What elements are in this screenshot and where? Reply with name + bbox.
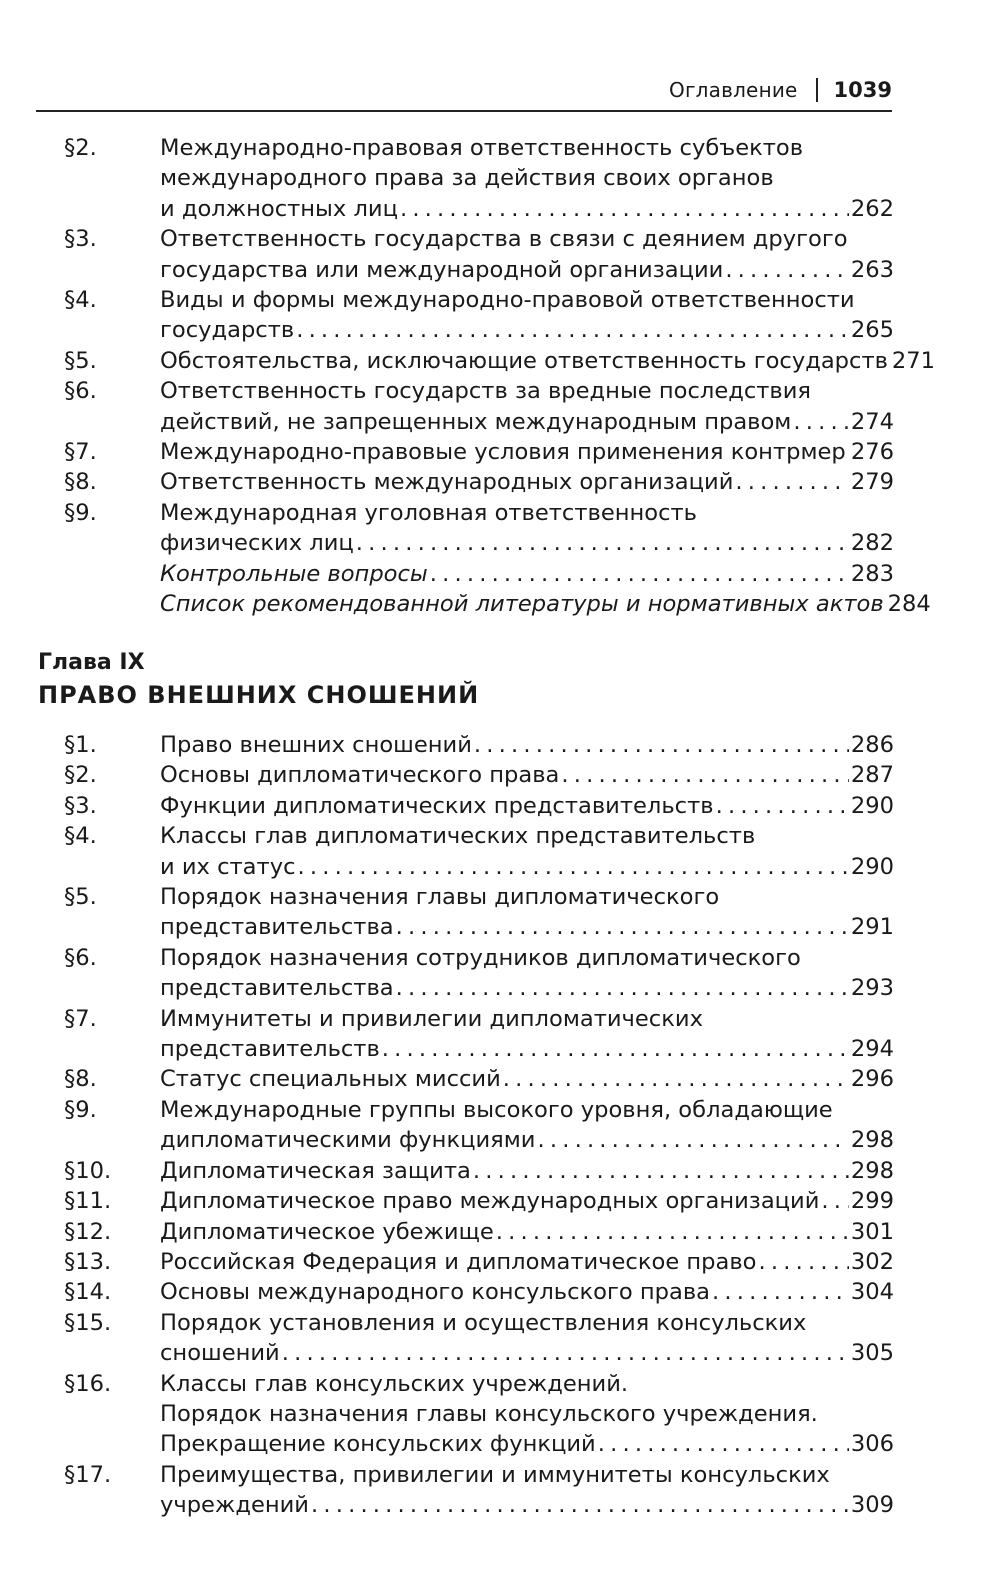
toc-entry-number: §14. xyxy=(64,1279,112,1306)
toc-entry-title-line: Международно-правовые условия применения контрмер xyxy=(160,439,846,466)
toc-entry xyxy=(64,760,894,790)
toc-entry-title-line: Международно-правовая ответственность субъектов xyxy=(160,135,804,161)
chapter-label: Глава IX xyxy=(38,650,145,675)
toc-entry xyxy=(64,285,894,346)
toc-entry-page: 299 xyxy=(850,1188,894,1215)
toc-entry xyxy=(64,1247,894,1277)
leader-dots xyxy=(496,1217,849,1247)
toc-entry-page: 291 xyxy=(850,914,894,941)
toc-entry-number: §12. xyxy=(64,1218,112,1245)
toc-entry-number: §2. xyxy=(64,135,97,161)
toc-entry-number: §1. xyxy=(64,732,97,758)
toc-entry-page: 271 xyxy=(891,347,936,374)
toc-entry-number: §9. xyxy=(64,499,97,526)
toc-entry-page: 286 xyxy=(850,732,894,758)
toc-entry-number: §3. xyxy=(64,792,97,819)
toc-entry xyxy=(64,1095,894,1156)
toc-entry-title-line: Контрольные вопросы xyxy=(160,560,428,587)
toc-entry-title-line: Список рекомендованной литературы и нормативных актов xyxy=(160,591,884,618)
toc-entry xyxy=(64,882,894,943)
leader-dots xyxy=(537,1125,848,1155)
toc-entry-number: §8. xyxy=(64,1066,97,1093)
toc-entry-page: 306 xyxy=(850,1431,894,1458)
toc-entry-title-line: представительства xyxy=(160,914,394,941)
toc-entry-number: §8. xyxy=(64,469,97,496)
leader-dots xyxy=(296,315,849,345)
toc-entry-title-line: государств xyxy=(160,317,295,344)
toc-entry-number: §15. xyxy=(64,1309,112,1336)
toc-entry-number: §4. xyxy=(64,287,97,314)
leader-dots xyxy=(396,912,849,942)
toc-entry-title-line: физических лиц xyxy=(160,530,354,557)
toc-entry xyxy=(64,791,894,821)
toc-entry-title-line: и их статус xyxy=(160,853,296,880)
leader-dots xyxy=(561,760,849,790)
toc-entry-page: 274 xyxy=(850,408,894,435)
toc-entry-title-line: Порядок назначения главы консульского учреждения. xyxy=(160,1400,818,1427)
page-number: 1039 xyxy=(833,78,892,102)
leader-dots xyxy=(716,791,849,821)
running-header xyxy=(36,74,892,112)
toc-entry-page: 296 xyxy=(850,1066,894,1093)
toc-entry xyxy=(64,346,936,376)
toc-entry xyxy=(64,1156,894,1186)
toc-entry-title-line: дипломатическими функциями xyxy=(160,1127,536,1154)
toc-entry-page: 287 xyxy=(850,762,894,789)
leader-dots xyxy=(430,559,849,589)
toc-entry-title-line: Основы международного консульского права xyxy=(160,1279,710,1306)
toc-entry-number: §3. xyxy=(64,226,97,253)
toc-entry-title-line: Обстоятельства, исключающие ответственность государств xyxy=(160,347,888,374)
toc-entry-title-line: Дипломатическое право международных организаций xyxy=(160,1188,820,1215)
header-section-title: Оглавление xyxy=(669,78,798,102)
leader-dots xyxy=(598,1429,849,1459)
leader-dots xyxy=(848,437,849,467)
toc-entry-number: §2. xyxy=(64,762,97,789)
toc-entry-title-line: Классы глав консульских учреждений. xyxy=(160,1370,629,1397)
toc-entry-number: §17. xyxy=(64,1461,112,1488)
toc-entry-page: 279 xyxy=(850,469,894,496)
leader-dots xyxy=(396,973,849,1003)
toc-entry-title-line: представительств xyxy=(160,1036,380,1063)
leader-dots xyxy=(735,467,849,497)
toc-entry xyxy=(64,1369,894,1460)
toc-entry-page: 282 xyxy=(850,530,894,557)
toc-entry-title-line: Право внешних сношений xyxy=(160,732,472,758)
toc-entry xyxy=(64,224,894,285)
toc-entry xyxy=(64,730,894,760)
toc-entry-page: 262 xyxy=(850,195,894,222)
toc-entry-page: 284 xyxy=(887,591,931,618)
toc-entry-number: §6. xyxy=(64,378,97,405)
toc-entry-number: §5. xyxy=(64,884,97,911)
leader-dots xyxy=(298,852,849,882)
toc-entry xyxy=(64,1460,894,1521)
leader-dots xyxy=(503,1064,849,1094)
toc-entry xyxy=(64,1004,894,1065)
toc-entry-title-line: сношений xyxy=(160,1340,280,1367)
toc-entry xyxy=(64,437,894,467)
leader-dots xyxy=(474,730,849,760)
toc-entry-title-line: действий, не запрещенных международным правом xyxy=(160,408,792,435)
toc-entry-number: §16. xyxy=(64,1370,112,1397)
toc-entry-title-line: международного права за действия своих органов xyxy=(160,165,774,192)
toc-entry-page: 294 xyxy=(850,1036,894,1063)
toc-entry-page: 265 xyxy=(850,317,894,344)
toc-entry-number: §10. xyxy=(64,1157,112,1184)
toc-entry-page: 301 xyxy=(850,1218,894,1245)
toc-entry-title-line: и должностных лиц xyxy=(160,195,398,222)
toc-entry-page: 305 xyxy=(850,1340,894,1367)
leader-dots xyxy=(282,1338,849,1368)
toc-entry xyxy=(64,943,894,1004)
toc-entry-title-line: Преимущества, привилегии и иммунитеты консульских xyxy=(160,1461,830,1488)
toc-entry-number: §6. xyxy=(64,944,97,971)
toc-entry-title-line: Порядок назначения главы дипломатического xyxy=(160,884,720,911)
toc-entry-title-line: Порядок установления и осуществления консульских xyxy=(160,1309,807,1336)
toc-entry xyxy=(64,821,894,882)
leader-dots xyxy=(400,194,849,224)
leader-dots xyxy=(311,1490,849,1520)
toc-entry-title-line: Основы дипломатического права xyxy=(160,762,560,789)
chapter-title: ПРАВО ВНЕШНИХ СНОШЕНИЙ xyxy=(38,681,480,709)
toc-entry-title-line: Международная уголовная ответственность xyxy=(160,499,697,526)
toc-entry xyxy=(64,467,894,497)
toc-entry-title-line: Ответственность международных организаций xyxy=(160,469,734,496)
toc-entry-page: 302 xyxy=(850,1248,894,1275)
toc-entry xyxy=(64,1064,894,1094)
toc-entry-number: §4. xyxy=(64,823,97,850)
toc-entry-page: 290 xyxy=(850,792,894,819)
toc-entry-page: 304 xyxy=(850,1279,894,1306)
toc-entry-title-line: Классы глав дипломатических представительств xyxy=(160,823,756,850)
toc-entry xyxy=(64,559,894,589)
toc-entry-page: 283 xyxy=(850,560,894,587)
toc-entry xyxy=(64,589,931,619)
leader-dots xyxy=(793,407,849,437)
leader-dots xyxy=(725,255,849,285)
leader-dots xyxy=(356,528,849,558)
toc-entry-title-line: государства или международной организации xyxy=(160,256,724,283)
toc-entry-title-line: Статус специальных миссий xyxy=(160,1066,501,1093)
leader-dots xyxy=(473,1156,849,1186)
toc-entry-number: §13. xyxy=(64,1248,112,1275)
toc-entry-title-line: Порядок назначения сотрудников дипломатического xyxy=(160,944,801,971)
toc-entry xyxy=(64,1217,894,1247)
toc-entry-page: 276 xyxy=(850,439,894,466)
toc-entry xyxy=(64,1277,894,1307)
leader-dots xyxy=(712,1277,849,1307)
toc-entry xyxy=(64,376,894,437)
toc-entry-page: 309 xyxy=(850,1492,894,1519)
toc-entry-number: §7. xyxy=(64,439,97,466)
toc-entry-number: §7. xyxy=(64,1005,97,1032)
toc-section-chapter8 xyxy=(64,133,936,620)
toc-entry xyxy=(64,1308,894,1369)
toc-entry-title-line: Прекращение консульских функций xyxy=(160,1431,596,1458)
leader-dots xyxy=(759,1247,849,1277)
toc-entry xyxy=(64,133,894,224)
toc-entry-title-line: Иммунитеты и привилегии дипломатических xyxy=(160,1005,703,1032)
toc-entry-title-line: представительства xyxy=(160,975,394,1002)
toc-entry-page: 293 xyxy=(850,975,894,1002)
toc-entry-title-line: учреждений xyxy=(160,1492,309,1519)
leader-dots xyxy=(382,1034,849,1064)
toc-entry-title-line: Функции дипломатических представительств xyxy=(160,792,714,819)
toc-entry xyxy=(64,498,894,559)
toc-entry-page: 290 xyxy=(850,853,894,880)
toc-entry-title-line: Международные группы высокого уровня, обладающие xyxy=(160,1096,833,1123)
toc-entry-number xyxy=(64,559,160,589)
toc-entry-number xyxy=(64,589,160,619)
toc-entry-title-line: Дипломатическое убежище xyxy=(160,1218,494,1245)
toc-entry xyxy=(64,1186,894,1216)
toc-section-chapter9 xyxy=(64,730,894,1521)
leader-dots xyxy=(821,1186,848,1216)
toc-entry-title-line: Виды и формы международно-правовой ответственности xyxy=(160,287,855,314)
toc-entry-title-line: Российская Федерация и дипломатическое право xyxy=(160,1248,757,1275)
toc-entry-page: 263 xyxy=(850,256,894,283)
toc-entry-number: §5. xyxy=(64,347,97,374)
toc-entry-page: 298 xyxy=(850,1157,894,1184)
toc-entry-page: 298 xyxy=(850,1127,894,1154)
toc-entry-number: §9. xyxy=(64,1096,97,1123)
header-divider xyxy=(816,78,818,102)
toc-entry-title-line: Ответственность государств за вредные последствия xyxy=(160,378,812,405)
toc-entry-number: §11. xyxy=(64,1188,112,1215)
toc-entry-title-line: Дипломатическая защита xyxy=(160,1157,471,1184)
toc-entry-title-line: Ответственность государства в связи с деянием другого xyxy=(160,226,848,253)
